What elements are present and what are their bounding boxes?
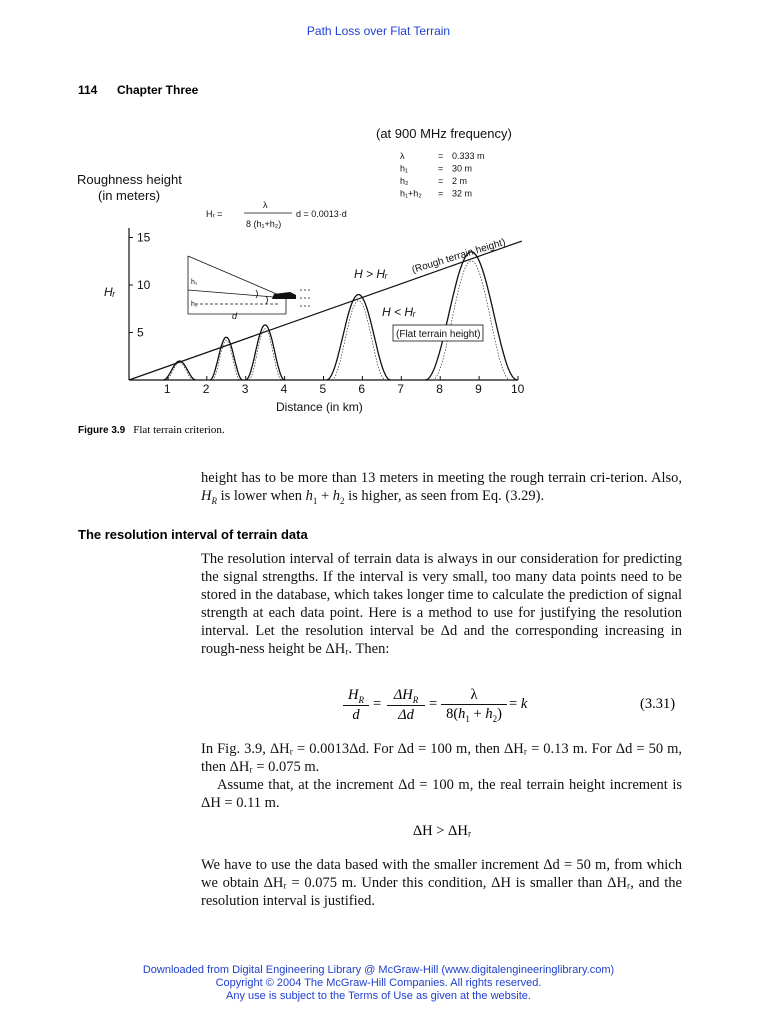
x-axis-label: Distance (in km)	[276, 400, 363, 414]
footer-terms: Any use is subject to the Terms of Use as given at the website.	[226, 990, 531, 1002]
antenna-inset	[188, 256, 310, 314]
flat-terrain-figure	[60, 118, 540, 418]
flat-inequality: H < Hᵣ	[382, 305, 416, 319]
inset-d-label: d	[232, 311, 238, 321]
param-symbol: h₁	[400, 163, 409, 174]
y-tick-label: 10	[137, 278, 151, 292]
y-ticks	[129, 231, 151, 340]
equation-number: (3.31)	[640, 696, 676, 712]
eq-frac-2: $\Delta H_R$ Δd	[387, 687, 425, 724]
paragraph-1: height has to be more than 13 meters in meeting the rough terrain cri-terion. Also, $H_R$ is lower when $h_1 + h_2$ is higher, as seen from Eq. (3.29).	[201, 470, 682, 506]
param-symbol: λ	[400, 151, 405, 161]
param-value: 30 m	[452, 163, 473, 174]
rough-terrain-annotation: (Rough terrain height)	[410, 236, 507, 276]
x-tick-label: 2	[202, 382, 210, 396]
mobile-vehicle-icon	[272, 292, 296, 299]
x-tick-label: 4	[280, 382, 288, 396]
terrain-peak	[163, 361, 196, 380]
x-tick-label: 1	[163, 382, 171, 396]
footer-download-link[interactable]: Downloaded from Digital Engineering Library @ McGraw-Hill (www.digitalengineeringlibrary.com)	[142, 964, 615, 976]
x-tick-label: 7	[397, 382, 404, 396]
formula-rhs: d = 0.0013·d	[296, 209, 347, 219]
paragraph-4: Assume that, at the increment Δd = 100 m, the real terrain height increment is ΔH = 0.11 m.	[201, 777, 682, 811]
rough-inequality: H > Hᵣ	[354, 267, 388, 281]
param-equals: =	[438, 151, 444, 161]
parameter-list	[400, 151, 485, 199]
x-ticks	[164, 376, 525, 396]
y-axis-symbol: Hᵣ	[104, 285, 115, 299]
figure-caption-label: Figure 3.9	[78, 425, 126, 436]
page-number: 114	[78, 83, 98, 97]
y-axis-label-line2: (in meters)	[98, 188, 161, 203]
terrain-peak	[210, 337, 243, 380]
param-equals: =	[438, 163, 444, 174]
param-value: 32 m	[452, 188, 473, 199]
eq-frac-3: $\frac{\lambda}{8(h_1 + h_2)}$	[441, 687, 507, 724]
param-value: 2 m	[452, 176, 468, 186]
param-value: 0.333 m	[452, 151, 485, 161]
x-tick-label: 3	[241, 382, 249, 396]
figure-caption	[78, 424, 225, 436]
x-tick-label: 8	[436, 382, 443, 396]
x-tick-label: 10	[511, 382, 525, 396]
formula-numerator: λ	[263, 200, 268, 210]
terrain-peak-hatch	[432, 261, 510, 380]
roughness-formula	[206, 200, 347, 229]
eq-frac-1: $\frac{H_R}{d}$	[343, 687, 369, 724]
footer-notice	[0, 964, 757, 1003]
chapter-title: Chapter Three	[117, 83, 199, 97]
x-tick-label: 5	[319, 382, 327, 396]
x-tick-label: 6	[358, 382, 366, 396]
terrain-peak	[246, 325, 285, 380]
y-tick-label: 5	[137, 325, 144, 340]
param-symbol: h₁+h₂	[400, 188, 422, 199]
x-tick-label: 9	[475, 382, 482, 396]
inset-h1-label: h₁	[191, 279, 198, 286]
flat-terrain-annotation: (Flat terrain height)	[396, 329, 481, 340]
inset-h2-label: h₂	[191, 301, 198, 308]
paragraph-2: The resolution interval of terrain data is always in our consideration for predicting the signal strengths. If the interval is very small, too many data points need to be stored in the database, which takes longer time to calculate the prediction of signal strength at each data point. Here is a method to use for justifying the resolution interval. Let the resolution interval be Δd and the corresponding increasing in rough-ness height be ΔHᵣ. Then:	[201, 551, 682, 657]
frequency-note: (at 900 MHz frequency)	[376, 126, 512, 141]
terrain-peak	[425, 252, 517, 380]
param-equals: =	[438, 176, 444, 186]
paragraph-5: We have to use the data based with the smaller increment Δd = 50 m, from which we obtain ΔHᵣ = 0.075 m. Under this condition, ΔH is smaller than ΔHᵣ, and the resolution interval is justified.	[201, 857, 682, 909]
param-equals: =	[438, 188, 444, 199]
formula-lhs: Hᵣ =	[206, 209, 223, 219]
terrain-peak-hatch	[331, 301, 385, 381]
param-symbol: h₂	[400, 176, 409, 186]
footer-copyright: Copyright © 2004 The McGraw-Hill Companies. All rights reserved.	[215, 977, 542, 989]
paragraph-3: In Fig. 3.9, ΔHᵣ = 0.0013Δd. For Δd = 100 m, then ΔHᵣ = 0.13 m. For Δd = 50 m, then ΔHᵣ = 0.075 m.	[201, 741, 682, 775]
equation-3-31: $\frac{H_R}{d}$ = $\Delta H_R$ Δd = $\frac{\lambda}{8(h_1 + h_2)}$ = k (3.31)	[343, 683, 683, 727]
y-axis-label-line1: Roughness height	[77, 172, 182, 187]
y-tick-label: 15	[137, 230, 151, 245]
inequality-display: ΔH > ΔHᵣ	[412, 823, 472, 839]
figure-caption-text: Flat terrain criterion.	[133, 424, 225, 436]
running-header-link[interactable]: Path Loss over Flat Terrain	[306, 24, 451, 38]
formula-denominator: 8 (h₁+h₂)	[246, 219, 282, 229]
section-heading: The resolution interval of terrain data	[78, 527, 308, 542]
terrain-peaks	[163, 252, 517, 380]
